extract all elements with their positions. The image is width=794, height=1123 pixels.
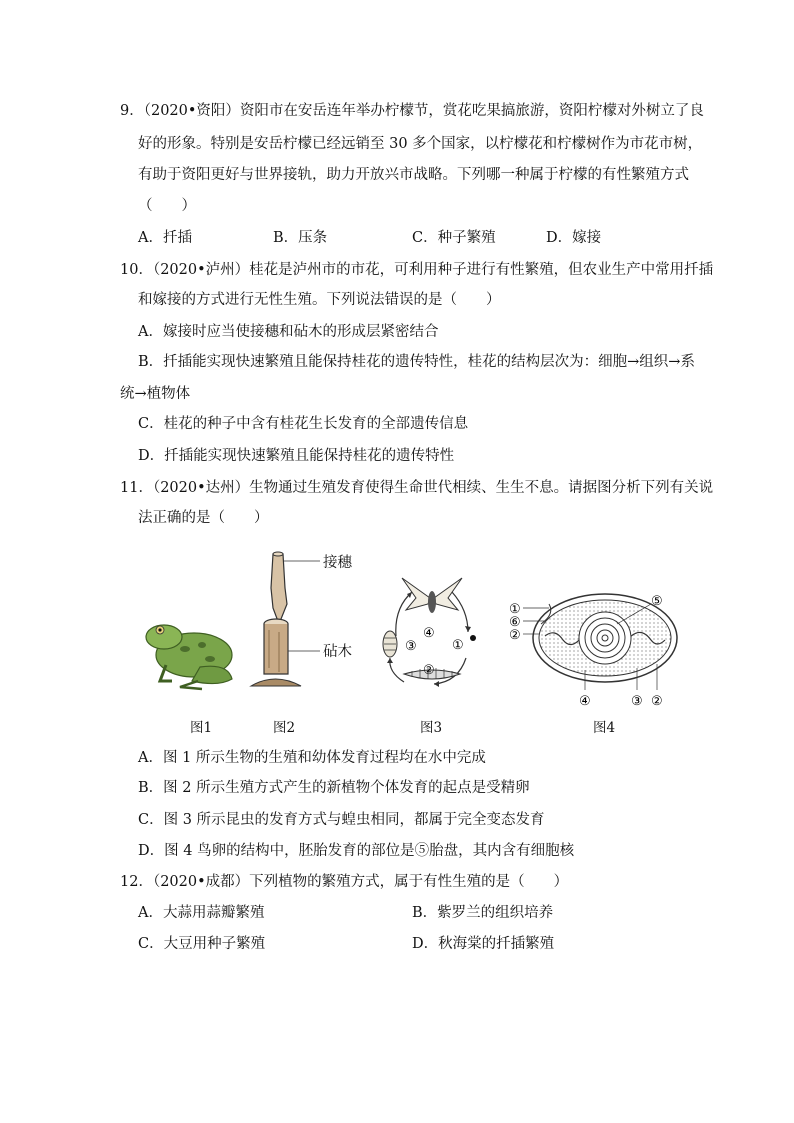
fig2-label-scion: 接穗	[323, 555, 352, 571]
fig4-mark-4: ④	[579, 694, 591, 709]
fig3-caption: 图3	[420, 720, 443, 736]
q10-option-a: A．嫁接时应当使接穗和砧木的形成层紧密结合	[138, 324, 439, 340]
bird-egg-figure	[505, 590, 685, 710]
fig3-mark-4: ④	[423, 626, 435, 641]
fig4-mark-2-left: ②	[509, 628, 521, 643]
fig2-label-rootstock: 砧木	[323, 644, 352, 660]
fig4-mark-2-bottom: ②	[651, 694, 663, 709]
q12-option-b: B．紫罗兰的组织培养	[412, 905, 554, 921]
q9-stem-line3: 有助于资阳更好与世界接轨，助力开放兴市战略。下列哪一种属于柠檬的有性繁殖方式	[138, 167, 689, 183]
q11-option-c: C．图 3 所示昆虫的发育方式与蝗虫相同，都属于完全变态发育	[138, 812, 545, 828]
q9-stem-line2: 好的形象。特别是安岳柠檬已经远销至 30 多个国家，以柠檬花和柠檬树作为市花市树，	[138, 136, 703, 152]
q12-option-a: A．大蒜用蒜瓣繁殖	[138, 905, 265, 921]
q9-option-d: D．嫁接	[546, 230, 602, 246]
fig2-caption: 图2	[273, 720, 296, 736]
fig3-mark-3: ③	[405, 639, 417, 654]
fig4-mark-5: ⑤	[651, 594, 663, 609]
q9-answer-blank: （ ）	[138, 198, 196, 214]
insect-lifecycle-figure	[372, 570, 482, 695]
q10-stem-line2: 和嫁接的方式进行无性生殖。下列说法错误的是（ ）	[138, 292, 501, 308]
q9-option-a: A．扦插	[138, 230, 192, 246]
q9-stem-line1: 9．（2020•资阳）资阳市在安岳连年举办柠檬节，赏花吃果搞旅游，资阳柠檬对外树立了良	[120, 103, 704, 119]
q12-option-d: D．秋海棠的扦插繁殖	[412, 936, 555, 952]
fig4-mark-1: ①	[509, 602, 521, 617]
q10-option-c: C．桂花的种子中含有桂花生长发育的全部遗传信息	[138, 416, 469, 432]
q9-option-c: C．种子繁殖	[412, 230, 496, 246]
q11-stem-line2: 法正确的是（ ）	[138, 510, 269, 526]
q10-option-d: D．扦插能实现快速繁殖且能保持桂花的遗传特性	[138, 448, 455, 464]
q11-stem-line1: 11．（2020•达州）生物通过生殖发育使得生命世代相续、生生不息。请据图分析下列有关说	[120, 480, 714, 496]
q12-option-c: C．大豆用种子繁殖	[138, 936, 266, 952]
q9-option-b: B．压条	[273, 230, 328, 246]
fig4-mark-6: ⑥	[509, 615, 521, 630]
q11-option-a: A．图 1 所示生物的生殖和幼体发育过程均在水中完成	[138, 750, 486, 766]
frog-figure	[140, 615, 240, 695]
fig4-caption: 图4	[593, 720, 616, 736]
fig4-mark-3: ③	[631, 694, 643, 709]
q10-option-b-line1: B．扦插能实现快速繁殖且能保持桂花的遗传特性，桂花的结构层次为：细胞→组织→系	[138, 354, 695, 370]
q12-stem: 12．（2020•成都）下列植物的繁殖方式，属于有性生殖的是（ ）	[120, 874, 569, 890]
fig3-mark-1: ①	[452, 638, 464, 653]
q11-option-d: D．图 4 鸟卵的结构中，胚胎发育的部位是⑤胎盘，其内含有细胞核	[138, 843, 575, 859]
fig1-caption: 图1	[190, 720, 213, 736]
q11-option-b: B．图 2 所示生殖方式产生的新植物个体发育的起点是受精卵	[138, 780, 530, 796]
fig3-mark-2: ②	[423, 663, 435, 678]
q10-stem-line1: 10．（2020•泸州）桂花是泸州市的市花，可利用种子进行有性繁殖，但农业生产中常用扦插	[120, 262, 714, 278]
q10-option-b-line2: 统→植物体	[120, 386, 191, 402]
